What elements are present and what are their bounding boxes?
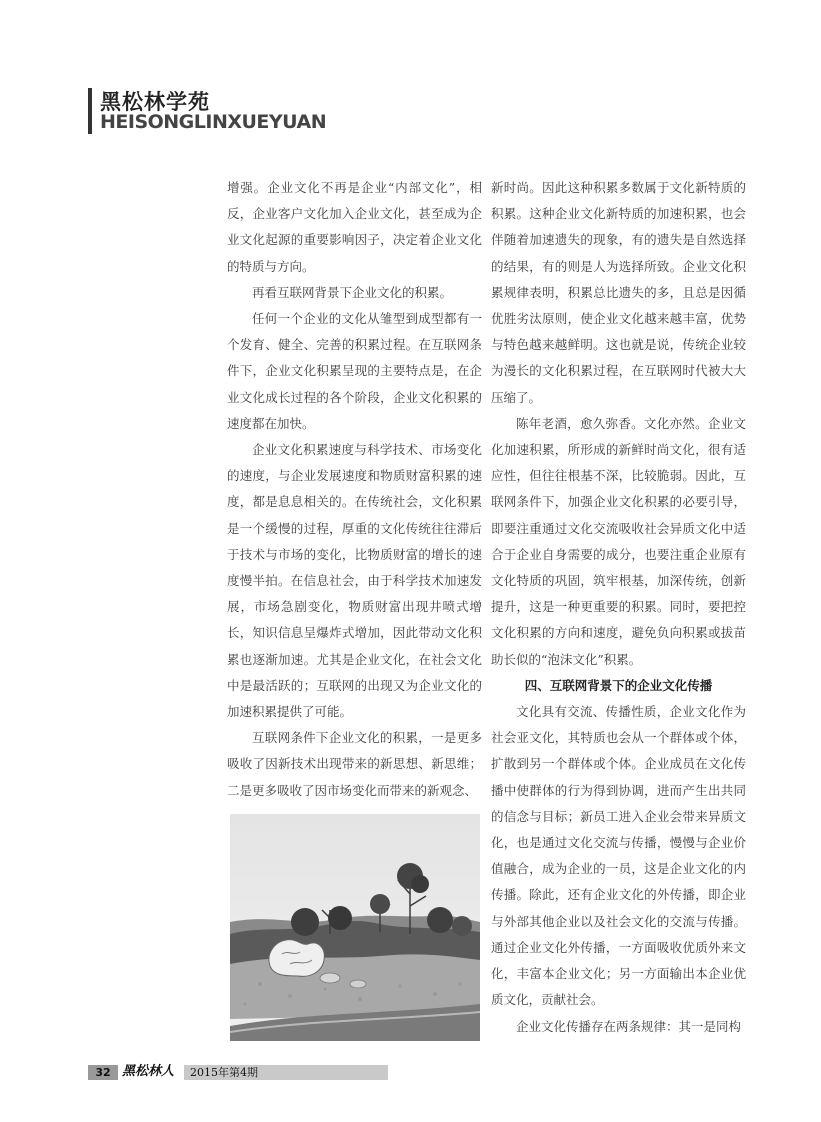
section-title-pinyin: HEISONGLINXUEYUAN (100, 111, 327, 133)
paragraph: 陈年老酒，愈久弥香。文化亦然。企业文化加速积累，所形成的新鲜时尚文化，很有适应性，但往往根基不深，比较脆弱。因此，互联网条件下，加强企业文化积累的必要引导，即要注重通过文化交流吸收社会异质文化中适合于企业自身需要的成分，也要注重企业原有文化特质的巩固，筑牢根基，加深传统，创新提升，这是一种更重要的积累。同时，要把控文化积累的方向和速度，避免负向积累或拔苗助长似的“泡沫文化”积累。 (491, 415, 746, 667)
issue-label: 2015年第4期 (190, 1066, 258, 1079)
paragraph: 任何一个企业的文化从雏型到成型都有一个发育、健全、完善的积累过程。在互联网条件下，企业文化积累呈现的主要特点是，在企业文化成长过程的各个阶段，企业文化积累的速度都在加快。 (227, 311, 482, 431)
page-footer (88, 1065, 303, 1080)
paragraph: 企业文化传播存在两条规律：其一是同构 (516, 1018, 742, 1034)
paragraph: 增强。企业文化不再是企业“内部文化”，相反，企业客户文化加入企业文化，甚至成为企业文化起源的重要影响因子，决定着企业文化的特质与方向。 (227, 180, 482, 274)
right-column (491, 175, 746, 1040)
page-number: 32 (88, 1065, 118, 1080)
section-title-chinese: 黑松林学苑 (100, 90, 210, 114)
issue-bar (184, 1065, 388, 1080)
left-column (227, 175, 482, 804)
section-heading: 四、互联网背景下的企业文化传播 (524, 677, 713, 693)
paragraph: 再看互联网背景下企业文化的积累。 (252, 284, 453, 300)
garden-rock-illustration (230, 814, 480, 1041)
masthead-rule (88, 88, 92, 134)
paragraph: 文化具有交流、传播性质，企业文化作为社会亚文化，其特质也会从一个群体或个体，扩散到另一个群体或个体。企业成员在文化传播中使群体的行为得到协调，进而产生出共同的信念与目标；新员工进入企业会带来异质文化，也是通过文化交流与传播，慢慢与企业价值融合，成为企业的一员，这是企业文化的内传播。除此，还有企业文化的外传播，即企业与外部其他企业以及社会文化的交流与传播。通过企业文化外传播，一方面吸收优质外来文化，丰富本企业文化；另一方面输出本企业优质文化，贡献社会。 (491, 704, 746, 1008)
paragraph: 新时尚。因此这种积累多数属于文化新特质的积累。这种企业文化新特质的加速积累，也会伴随着加速遗失的现象，有的遗失是自然选择的结果，有的则是人为选择所致。企业文化积累规律表明，积累总比遗失的多，且总是因循优胜劣汰原则，使企业文化越来越丰富，优势与特色越来越鲜明。这也就是说，传统企业较为漫长的文化积累过程，在互联网时代被大大压缩了。 (491, 180, 746, 405)
magazine-logo: 黑松林人 (122, 1064, 175, 1079)
paragraph: 互联网条件下企业文化的积累，一是更多吸收了因新技术出现带来的新思想、新思维；二是更多吸收了因市场变化而带来的新观念、 (227, 730, 482, 798)
paragraph: 企业文化积累速度与科学技术、市场变化的速度，与企业发展速度和物质财富积累的速度，都是息息相关的。在传统社会，文化积累是一个缓慢的过程，厚重的文化传统往往滞后于技术与市场的变化，比物质财富的增长的速度慢半拍。在信息社会，由于科学技术加速发展，市场急剧变化，物质财富出现井喷式增长，知识信息呈爆炸式增加，因此带动文化积累也逐渐加速。尤其是企业文化，在社会文化中是最活跃的；互联网的出现又为企业文化的加速积累提供了可能。 (227, 442, 482, 720)
garden-rock-photo (230, 814, 480, 1041)
